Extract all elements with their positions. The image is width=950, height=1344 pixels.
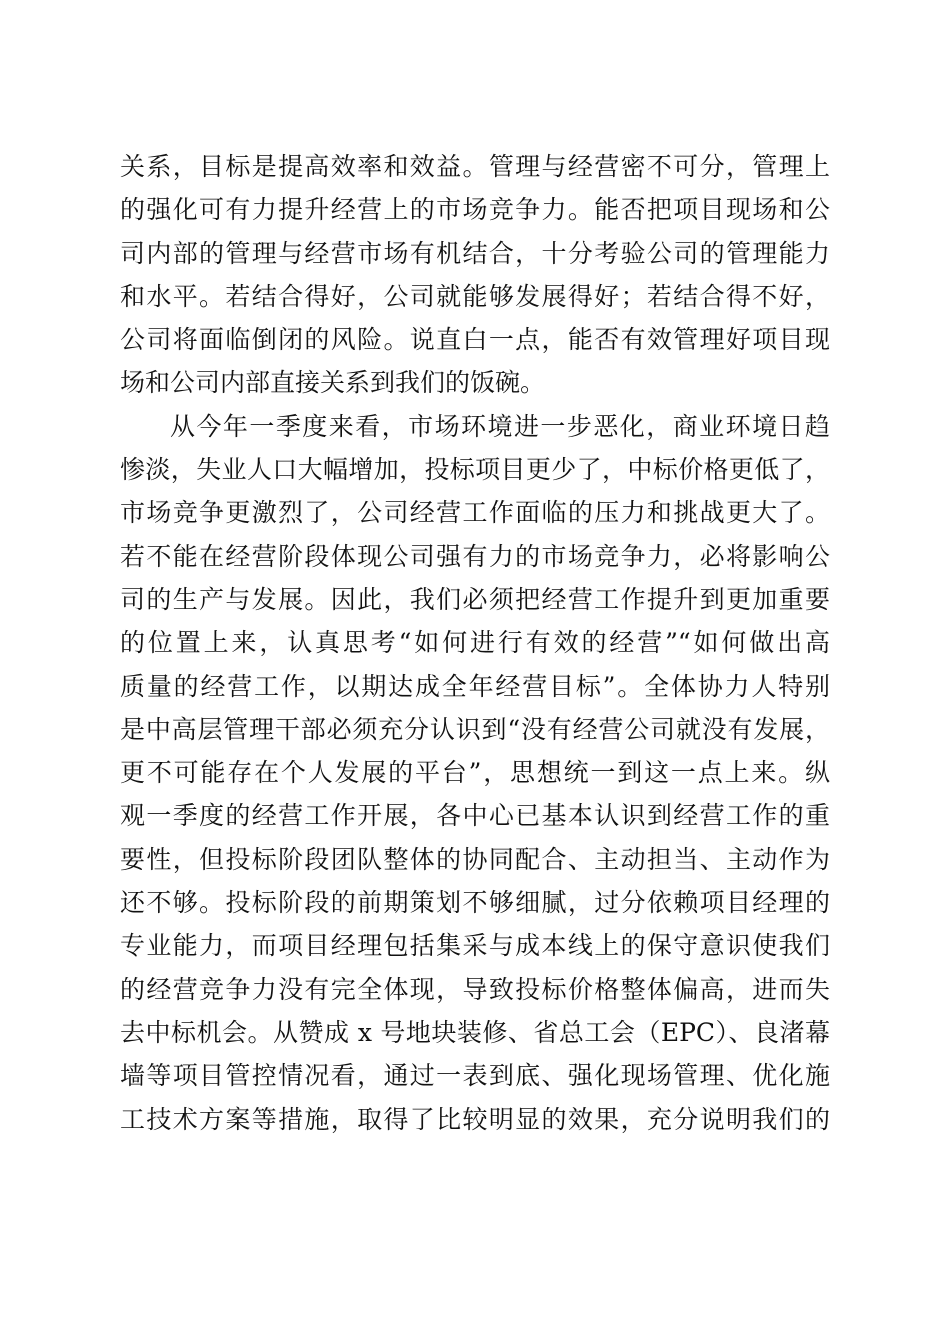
text-line: 市场竞争更激烈了，公司经营工作面临的压力和挑战更大了。 (120, 498, 830, 528)
text-line: 惨淡，失业人口大幅增加，投标项目更少了，中标价格更低了， (120, 455, 830, 485)
text-line: 若不能在经营阶段体现公司强有力的市场竞争力，必将影响公 (120, 541, 830, 571)
text-line: 场和公司内部直接关系到我们的饭碗。 (120, 368, 546, 398)
text-line: 公司将面临倒闭的风险。说直白一点，能否有效管理好项目现 (120, 325, 830, 355)
text-line: 还不够。投标阶段的前期策划不够细腻，过分依赖项目经理的 (120, 888, 830, 918)
text-line: 工技术方案等措施，取得了比较明显的效果，充分说明我们的 (120, 1104, 830, 1134)
text-line: 和水平。若结合得好，公司就能够发展得好；若结合得不好， (120, 281, 830, 311)
text-line: 去中标机会。从赞成 x 号地块装修、省总工会（EPC）、良渚幕 (120, 1017, 830, 1047)
text-line: 专业能力，而项目经理包括集采与成本线上的保守意识使我们 (120, 931, 830, 961)
text-line: 观一季度的经营工作开展，各中心已基本认识到经营工作的重 (120, 801, 830, 831)
text-line: 司内部的管理与经营市场有机结合，十分考验公司的管理能力 (120, 238, 830, 268)
text-line: 的经营竞争力没有完全体现，导致投标价格整体偏高，进而失 (120, 974, 830, 1004)
text-line: 要性，但投标阶段团队整体的协同配合、主动担当、主动作为 (120, 844, 830, 874)
text-line: 是中高层管理干部必须充分认识到“没有经营公司就没有发展， (120, 714, 830, 744)
text-line: 质量的经营工作，以期达成全年经营目标”。全体协力人特别 (120, 671, 830, 701)
text-line: 更不可能存在个人发展的平台”，思想统一到这一点上来。纵 (120, 758, 830, 788)
text-line: 从今年一季度来看，市场环境进一步恶化，商业环境日趋 (170, 411, 830, 441)
paragraph-1 (120, 145, 830, 405)
paragraph-2 (120, 405, 830, 1141)
text-line: 关系，目标是提高效率和效益。管理与经营密不可分，管理上 (120, 152, 830, 181)
text-line: 的强化可有力提升经营上的市场竞争力。能否把项目现场和公 (120, 195, 830, 225)
text-line: 司的生产与发展。因此，我们必须把经营工作提升到更加重要 (120, 584, 830, 614)
document-body (120, 145, 830, 1141)
text-line: 墙等项目管控情况看，通过一表到底、强化现场管理、优化施 (120, 1061, 830, 1091)
text-line: 的位置上来，认真思考“如何进行有效的经营”“如何做出高 (120, 628, 830, 658)
